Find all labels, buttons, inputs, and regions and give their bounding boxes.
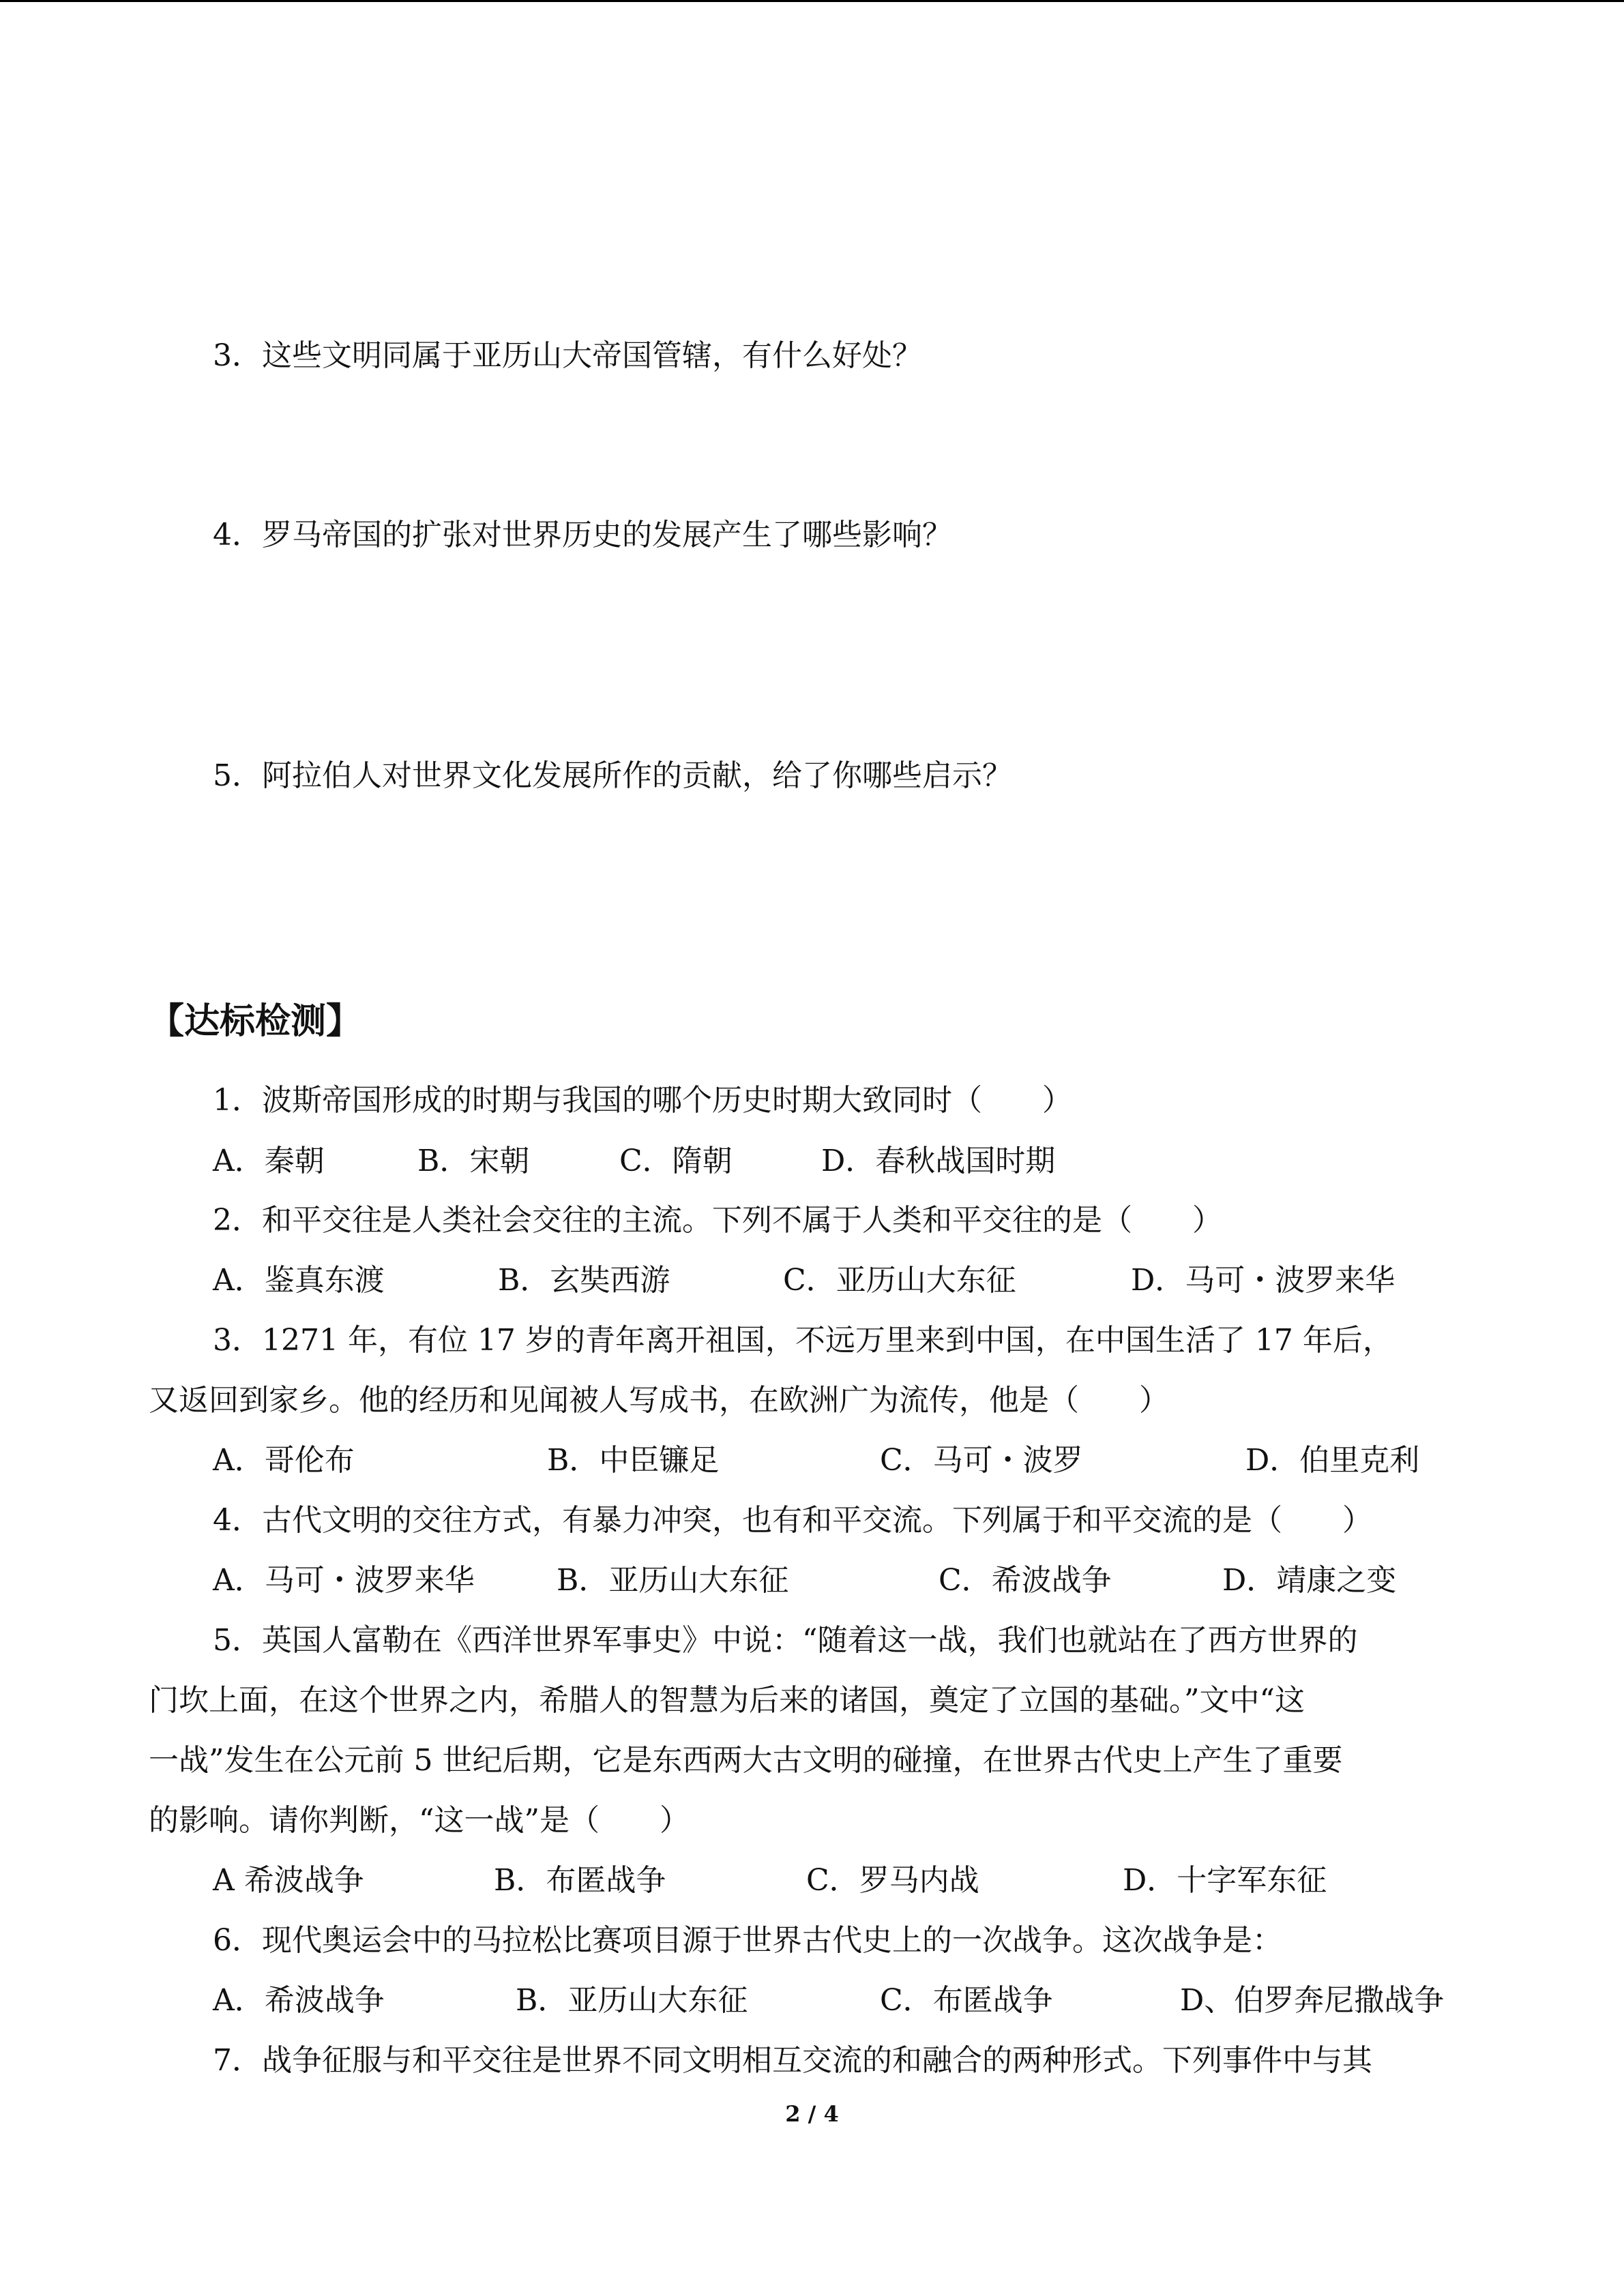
q5-stem-line4: 的影响。请你判断，“这一战”是（ ） <box>149 1803 690 1838</box>
q3-option-d[interactable]: D．伯里克利 <box>1245 1443 1420 1478</box>
q4-option-c[interactable]: C．希波战争 <box>939 1563 1112 1598</box>
q4-option-a[interactable]: A．马可・波罗来华 <box>213 1563 475 1598</box>
section-title: 【达标检测】 <box>149 1000 362 1042</box>
q4-option-b[interactable]: B．亚历山大东征 <box>557 1563 789 1598</box>
q1-options <box>213 1142 1495 1180</box>
q1-option-d[interactable]: D．春秋战国时期 <box>821 1144 1056 1178</box>
q2-option-b[interactable]: B．玄奘西游 <box>498 1263 670 1298</box>
q6-option-a[interactable]: A．希波战争 <box>213 1983 385 2018</box>
q5-option-a[interactable]: A 希波战争 <box>213 1863 364 1898</box>
q2-option-c[interactable]: C．亚历山大东征 <box>783 1263 1016 1298</box>
q6-options <box>213 1982 1495 2020</box>
q6-stem: 6．现代奥运会中的马拉松比赛项目源于世界古代史上的一次战争。这次战争是： <box>213 1923 1282 1958</box>
discussion-question-4: 4．罗马帝国的扩张对世界历史的发展产生了哪些影响？ <box>213 518 952 552</box>
top-border <box>0 0 1624 2</box>
q3-option-c[interactable]: C．马可・波罗 <box>880 1443 1083 1478</box>
q1-option-a[interactable]: A．秦朝 <box>213 1144 325 1178</box>
q4-stem: 4．古代文明的交往方式，有暴力冲突，也有和平交流。下列属于和平交流的是（ ） <box>213 1503 1372 1538</box>
q6-option-c[interactable]: C．布匿战争 <box>880 1983 1053 2018</box>
q5-options <box>213 1862 1495 1900</box>
discussion-question-5: 5．阿拉伯人对世界文化发展所作的贡献，给了你哪些启示？ <box>213 758 1012 793</box>
q4-option-d[interactable]: D．靖康之变 <box>1222 1563 1397 1598</box>
q2-options <box>213 1262 1495 1300</box>
q3-option-b[interactable]: B．中臣镰足 <box>547 1443 720 1478</box>
q2-option-d[interactable]: D．马可・波罗来华 <box>1131 1263 1396 1298</box>
q6-option-b[interactable]: B．亚历山大东征 <box>516 1983 748 2018</box>
q5-option-d[interactable]: D．十字军东征 <box>1123 1863 1327 1898</box>
q5-stem-line2: 门坎上面，在这个世界之内，希腊人的智慧为后来的诸国，奠定了立国的基础。”文中“这 <box>149 1683 1305 1718</box>
q2-option-a[interactable]: A．鉴真东渡 <box>213 1263 385 1298</box>
discussion-question-3: 3．这些文明同属于亚历山大帝国管辖，有什么好处？ <box>213 338 922 373</box>
q6-option-d[interactable]: D、伯罗奔尼撒战争 <box>1180 1983 1445 2018</box>
q5-option-c[interactable]: C．罗马内战 <box>806 1863 979 1898</box>
q3-stem-line1: 3．1271 年，有位 17 岁的青年离开祖国，不远万里来到中国，在中国生活了 17 年后， <box>213 1323 1393 1358</box>
q5-option-b[interactable]: B．布匿战争 <box>494 1863 666 1898</box>
q1-option-c[interactable]: C．隋朝 <box>619 1144 733 1178</box>
q3-stem-line2: 又返回到家乡。他的经历和见闻被人写成书，在欧洲广为流传，他是（ ） <box>149 1383 1169 1418</box>
q2-stem: 2．和平交往是人类社会交往的主流。下列不属于人类和平交往的是（ ） <box>213 1203 1222 1238</box>
q4-options <box>213 1562 1495 1600</box>
q1-option-b[interactable]: B．宋朝 <box>417 1144 530 1178</box>
q1-stem: 1．波斯帝国形成的时期与我国的哪个历史时期大致同时（ ） <box>213 1083 1072 1118</box>
q3-options <box>213 1442 1495 1480</box>
q3-option-a[interactable]: A．哥伦布 <box>213 1443 355 1478</box>
page-number: 2 / 4 <box>785 2101 839 2127</box>
q5-stem-line3: 一战”发生在公元前 5 世纪后期，它是东西两大古文明的碰撞，在世界古代史上产生了重要 <box>149 1743 1343 1778</box>
q5-stem-line1: 5．英国人富勒在《西洋世界军事史》中说：“随着这一战，我们也就站在了西方世界的 <box>213 1623 1358 1658</box>
q7-stem: 7．战争征服与和平交往是世界不同文明相互交流的和融合的两种形式。下列事件中与其 <box>213 2043 1372 2078</box>
